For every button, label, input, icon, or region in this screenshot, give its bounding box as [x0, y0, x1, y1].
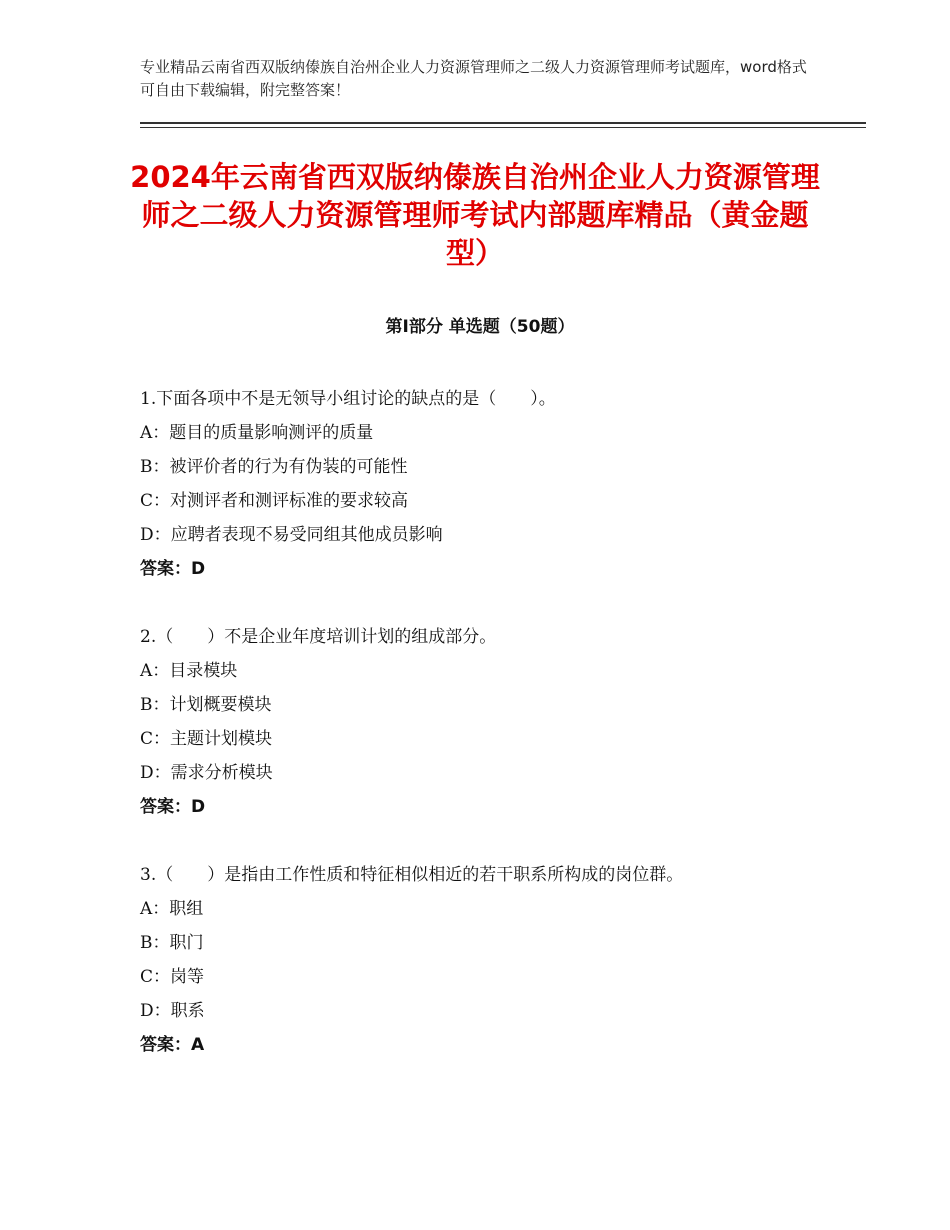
question-answer: 答案：D — [140, 797, 206, 817]
option-a: A：目录模块 — [140, 661, 238, 681]
document-title: 2024年云南省西双版纳傣族自治州企业人力资源管理师之二级人力资源管理师考试内部题库精品（黄金题型） — [130, 160, 820, 270]
option-d: D：应聘者表现不易受同组其他成员影响 — [140, 525, 443, 545]
header-divider-thin — [140, 127, 866, 128]
header-divider-thick — [140, 122, 866, 124]
question-stem: 2.（ ）不是企业年度培训计划的组成部分。 — [140, 627, 497, 647]
option-d: D：职系 — [140, 1001, 205, 1021]
question-stem: 3.（ ）是指由工作性质和特征相似相近的若干职系所构成的岗位群。 — [140, 865, 684, 885]
option-b: B：职门 — [140, 933, 204, 953]
option-c: C：主题计划模块 — [140, 729, 273, 749]
header-note: 专业精品云南省西双版纳傣族自治州企业人力资源管理师之二级人力资源管理师考试题库，word格式可自由下载编辑，附完整答案！ — [140, 58, 807, 99]
question-answer: 答案：A — [140, 1035, 205, 1055]
question-2 — [140, 620, 820, 824]
option-b: B：计划概要模块 — [140, 695, 272, 715]
option-a: A：职组 — [140, 899, 204, 919]
question-answer: 答案：D — [140, 559, 206, 579]
section-title: 第Ⅰ部分 单选题（50题） — [385, 317, 575, 337]
question-1 — [140, 382, 820, 586]
question-3 — [140, 858, 820, 1062]
option-c: C：岗等 — [140, 967, 205, 987]
option-c: C：对测评者和测评标准的要求较高 — [140, 491, 409, 511]
question-stem: 1.下面各项中不是无领导小组讨论的缺点的是（ ）。 — [140, 389, 556, 409]
option-b: B：被评价者的行为有伪装的可能性 — [140, 457, 408, 477]
question-list — [140, 382, 820, 1096]
option-a: A：题目的质量影响测评的质量 — [140, 423, 374, 443]
option-d: D：需求分析模块 — [140, 763, 273, 783]
